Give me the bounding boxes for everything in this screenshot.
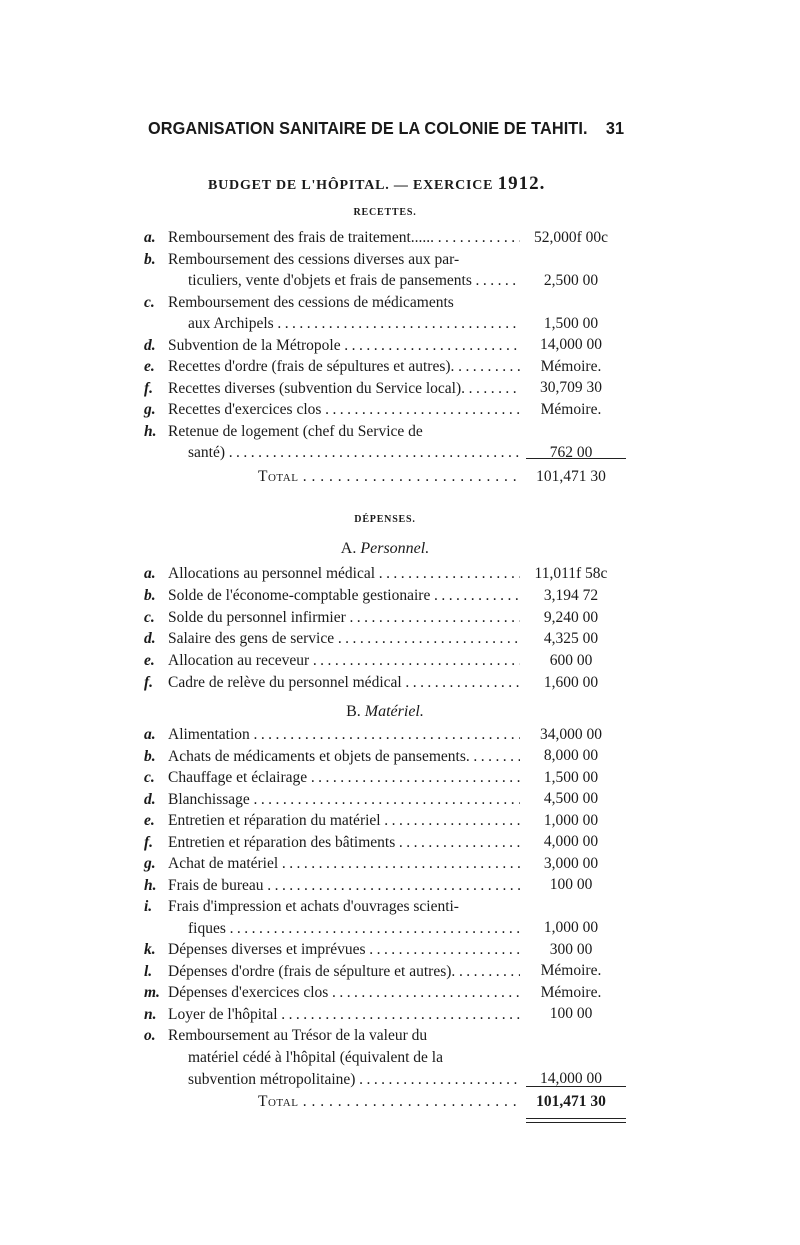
- item-description-line: Remboursement au Trésor de la valeur du: [168, 1027, 428, 1044]
- item-description-line: Remboursement des frais de traitement...... . . .: [168, 227, 520, 249]
- item-amount: 762 00: [549, 443, 593, 461]
- materiel-heading: [0, 703, 770, 721]
- item-description: [168, 875, 520, 897]
- item-description-line: Recettes d'exercices clos . . .: [168, 399, 520, 421]
- line-item: [144, 746, 626, 768]
- item-amount: 600 00: [549, 652, 593, 670]
- item-description-line: Dépenses d'ordre (frais de sépulture et autres). . . .: [168, 961, 520, 983]
- item-description: [168, 767, 520, 789]
- item-description-line: Remboursement des cessions diverses aux par-: [168, 250, 460, 268]
- line-item: [144, 789, 626, 811]
- line-item: [144, 939, 626, 961]
- line-item: [144, 961, 626, 983]
- depenses-total-underline-2: [526, 1122, 626, 1123]
- line-item: [144, 399, 626, 421]
- item-amount: 1,000 00: [543, 811, 599, 829]
- line-item: [144, 335, 626, 357]
- line-item: [144, 628, 626, 650]
- item-description: [168, 563, 520, 585]
- line-item: [144, 585, 626, 607]
- line-item: [144, 810, 626, 832]
- line-item: [144, 227, 626, 249]
- line-item: [144, 249, 626, 292]
- line-item: [144, 1025, 626, 1090]
- item-letter: a.: [144, 229, 156, 246]
- item-letter: h.: [144, 876, 157, 894]
- item-letter: n.: [144, 1005, 157, 1023]
- item-description: [168, 832, 520, 854]
- item-description-line: Entretien et réparation des bâtiments . . .: [168, 832, 520, 854]
- depenses-total-underline-1: [526, 1118, 626, 1119]
- item-description: [168, 585, 520, 607]
- item-amount: 300 00: [549, 940, 593, 958]
- item-amount: 52,000f 00c: [533, 228, 609, 246]
- item-letter: m.: [144, 984, 160, 1001]
- line-item: [144, 378, 626, 400]
- item-description-line: santé) . . .: [168, 442, 520, 464]
- item-description: [168, 724, 520, 746]
- item-letter: g.: [144, 401, 156, 418]
- item-description-line: Entretien et réparation du matériel . . .: [168, 810, 520, 832]
- line-item: [144, 832, 626, 854]
- item-amount: 100 00: [549, 1005, 593, 1023]
- item-description: [168, 789, 520, 811]
- item-letter: f.: [144, 379, 154, 397]
- line-item: [144, 292, 626, 335]
- item-description: [168, 249, 520, 293]
- item-description: [168, 672, 520, 694]
- recettes-total-label: Total . . .: [258, 466, 518, 488]
- item-description-line: Salaire des gens de service . . .: [168, 628, 520, 650]
- depenses-heading: DÉPENSES.: [354, 514, 416, 525]
- item-letter: a.: [144, 726, 156, 743]
- item-description-line: Frais d'impression et achats d'ouvrages scienti-: [168, 898, 459, 915]
- item-description: [168, 746, 520, 768]
- item-letter: c.: [144, 769, 155, 786]
- item-description-line: Recettes d'ordre (frais de sépultures et autres). . . .: [168, 356, 520, 378]
- item-amount: Mémoire.: [540, 962, 602, 980]
- materiel-prefix: B.: [346, 703, 361, 720]
- item-amount: 3,194 72: [543, 586, 599, 604]
- item-description-line: Subvention de la Métropole . . .: [168, 335, 520, 357]
- item-description: [168, 810, 520, 832]
- item-letter: d.: [144, 336, 156, 354]
- recettes-total-rule: [526, 458, 626, 459]
- item-letter: b.: [144, 250, 156, 268]
- line-item: [144, 767, 626, 789]
- item-description-line: fiques . . .: [168, 918, 520, 940]
- item-letter: l.: [144, 962, 153, 980]
- item-amount: 4,500 00: [543, 790, 599, 808]
- item-description: [168, 982, 520, 1004]
- page-number: 31: [605, 118, 625, 138]
- item-description: [168, 939, 520, 961]
- item-description-line: Dépenses diverses et imprévues . . .: [168, 939, 520, 961]
- item-letter: d.: [144, 790, 156, 808]
- line-item: [144, 607, 626, 629]
- item-amount: 3,000 00: [543, 854, 599, 872]
- line-item: [144, 650, 626, 672]
- item-description-line: Cadre de relève du personnel médical . . .: [168, 672, 520, 694]
- item-description: [168, 1025, 520, 1090]
- depenses-total-amount: 101,471 30: [536, 1093, 606, 1110]
- item-amount: 34,000 00: [540, 725, 602, 743]
- page-header: [148, 118, 624, 139]
- depenses-total-rule: [526, 1086, 626, 1087]
- item-letter: k.: [144, 941, 156, 958]
- item-amount: Mémoire.: [540, 400, 602, 418]
- item-description: [168, 378, 520, 400]
- item-description-line: Recettes diverses (subvention du Service local). . . .: [168, 378, 520, 400]
- item-description-line: Chauffage et éclairage . . .: [168, 767, 520, 789]
- item-description: [168, 1004, 520, 1026]
- item-description: [168, 628, 520, 650]
- line-item: [144, 982, 626, 1004]
- item-amount: 1,500 00: [543, 768, 599, 786]
- line-item: [144, 672, 626, 694]
- item-amount: 30,709 30: [540, 379, 602, 397]
- line-item: [144, 896, 626, 939]
- item-description: [168, 650, 520, 672]
- line-item: [144, 853, 626, 875]
- item-description-line: Frais de bureau . . .: [168, 875, 520, 897]
- materiel-title: Matériel.: [364, 703, 424, 720]
- item-description-line: Remboursement des cessions de médicaments: [168, 293, 454, 311]
- item-letter: c.: [144, 608, 155, 626]
- line-item: [144, 875, 626, 897]
- item-description-line: Loyer de l'hôpital . . .: [168, 1004, 520, 1026]
- item-amount: Mémoire.: [540, 357, 602, 375]
- depenses-total-label: Total . . .: [258, 1091, 518, 1113]
- recettes-heading: RECETTES.: [353, 207, 417, 218]
- item-description: [168, 607, 520, 629]
- line-item: [144, 356, 626, 378]
- running-title: ORGANISATION SANITAIRE DE LA COLONIE DE TAHITI.: [148, 118, 588, 138]
- recettes-total-amount: 101,471 30: [536, 468, 606, 485]
- personnel-heading: [0, 540, 770, 558]
- item-amount: 4,000 00: [543, 833, 599, 851]
- item-amount: 14,000 00: [540, 336, 602, 354]
- item-description-line: Allocations au personnel médical . . .: [168, 563, 520, 585]
- budget-year: 1912.: [497, 173, 546, 194]
- item-description: [168, 335, 520, 357]
- item-letter: f.: [144, 674, 154, 691]
- item-description-line: Alimentation . . .: [168, 724, 520, 746]
- personnel-prefix: A.: [340, 540, 357, 557]
- line-item: [144, 724, 626, 746]
- item-description-line: aux Archipels . . .: [168, 313, 520, 335]
- item-description-line: Solde de l'économe-comptable gestionaire . . .: [168, 585, 520, 607]
- item-description-line: Achat de matériel . . .: [168, 853, 520, 875]
- item-letter: e.: [144, 358, 155, 375]
- item-amount: 4,325 00: [543, 630, 599, 648]
- item-letter: i.: [144, 898, 153, 915]
- item-amount: 1,500 00: [543, 314, 599, 332]
- item-description-line: ticuliers, vente d'objets et frais de pansements . . .: [168, 270, 520, 292]
- item-description: [168, 961, 520, 983]
- item-description: [168, 896, 520, 940]
- item-description-line: Blanchissage . . .: [168, 789, 520, 811]
- item-amount: 11,011f 58c: [534, 565, 608, 582]
- item-letter: o.: [144, 1027, 156, 1044]
- item-letter: d.: [144, 630, 156, 648]
- item-amount: 8,000 00: [543, 747, 599, 765]
- item-description: [168, 292, 520, 336]
- item-description: [168, 356, 520, 378]
- item-letter: a.: [144, 565, 156, 582]
- item-description-line: matériel cédé à l'hôpital (équivalent de la: [188, 1048, 443, 1066]
- line-item: [144, 563, 626, 585]
- personnel-title: Personnel.: [360, 540, 430, 557]
- budget-title-text: BUDGET DE L'HÔPITAL. — EXERCICE: [208, 178, 494, 193]
- item-letter: h.: [144, 422, 157, 440]
- item-letter: g.: [144, 855, 156, 872]
- item-amount: 1,000 00: [543, 919, 599, 937]
- item-letter: e.: [144, 652, 155, 670]
- item-description: [168, 399, 520, 421]
- item-amount: 9,240 00: [543, 608, 599, 626]
- item-description-line: subvention métropolitaine) . . .: [168, 1069, 520, 1091]
- item-amount: 100 00: [549, 876, 593, 894]
- item-description-line: Dépenses d'exercices clos . . .: [168, 982, 520, 1004]
- item-letter: b.: [144, 747, 156, 765]
- item-letter: f.: [144, 833, 154, 851]
- item-description: [168, 853, 520, 875]
- budget-title: [208, 173, 545, 195]
- item-description-line: Solde du personnel infirmier . . .: [168, 607, 520, 629]
- item-description-line: Retenue de logement (chef du Service de: [168, 422, 423, 440]
- item-amount: Mémoire.: [540, 983, 602, 1001]
- item-amount: 14,000 00: [540, 1069, 602, 1087]
- item-description: [168, 227, 520, 249]
- item-description-line: Achats de médicaments et objets de pansements. . . .: [168, 746, 520, 768]
- item-description-line: Allocation au receveur . . .: [168, 650, 520, 672]
- item-amount: 1,600 00: [543, 674, 599, 691]
- item-amount: 2,500 00: [543, 271, 599, 289]
- line-item: [144, 1004, 626, 1026]
- item-letter: b.: [144, 586, 156, 604]
- item-letter: c.: [144, 293, 155, 311]
- item-letter: e.: [144, 812, 155, 829]
- item-description: [168, 421, 520, 465]
